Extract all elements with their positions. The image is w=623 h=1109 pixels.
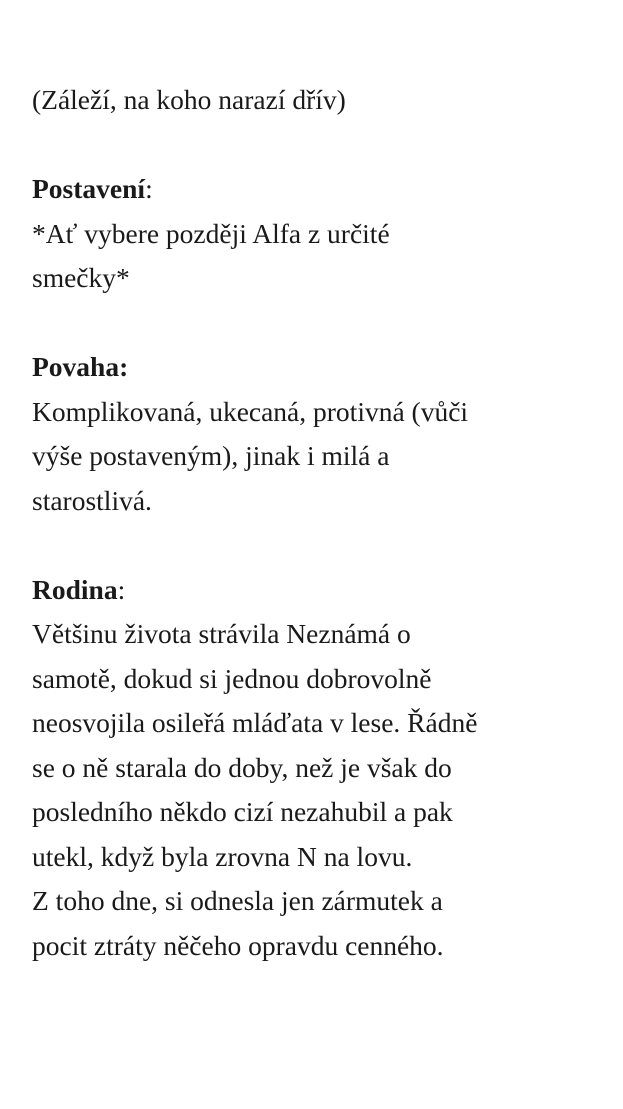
postaveni-heading-colon: :: [145, 173, 153, 204]
rodina-heading: Rodina: [32, 573, 118, 605]
rodina-text-line: samotě, dokud si jednou dobrovolně: [32, 662, 432, 694]
rodina-text-line: se o ně starala do doby, než je však do: [32, 751, 452, 783]
rodina-text-line: pocit ztráty něčeho opravdu cenného.: [32, 929, 444, 961]
spacer: [32, 123, 602, 168]
povaha-text-line: výše postaveným), jinak i milá a: [32, 440, 390, 471]
spacer: [32, 523, 602, 568]
rodina-heading-line: [32, 568, 602, 613]
rodina-text-line: neosvojila osileřá mláďata v lese. Řádně: [32, 707, 478, 738]
povaha-text-line: Komplikovaná, ukecaná, protivná (vůči: [32, 395, 469, 427]
intro-line: (Záleží, na koho narazí dřív): [32, 84, 346, 115]
rodina-text-line: Z toho dne, si odnesla jen zármutek a: [32, 885, 443, 916]
spacer: [32, 301, 602, 346]
postaveni-text-line: smečky*: [32, 262, 130, 293]
postaveni-heading: Postavení: [32, 173, 146, 204]
rodina-text-line: Většinu života strávila Neznámá o: [32, 618, 411, 649]
rodina-text-line: posledního někdo cizí nezahubil a pak: [32, 796, 453, 827]
rodina-heading-colon: :: [117, 573, 126, 605]
rodina-text-line: utekl, když byla zrovna N na lovu.: [32, 840, 413, 872]
postaveni-text-line: *Ať vybere později Alfa z určité: [32, 217, 390, 249]
povaha-text-line: starostlivá.: [32, 484, 152, 516]
povaha-heading: Povaha:: [32, 351, 129, 382]
document-body: [32, 78, 602, 968]
postaveni-heading-line: [32, 167, 602, 212]
